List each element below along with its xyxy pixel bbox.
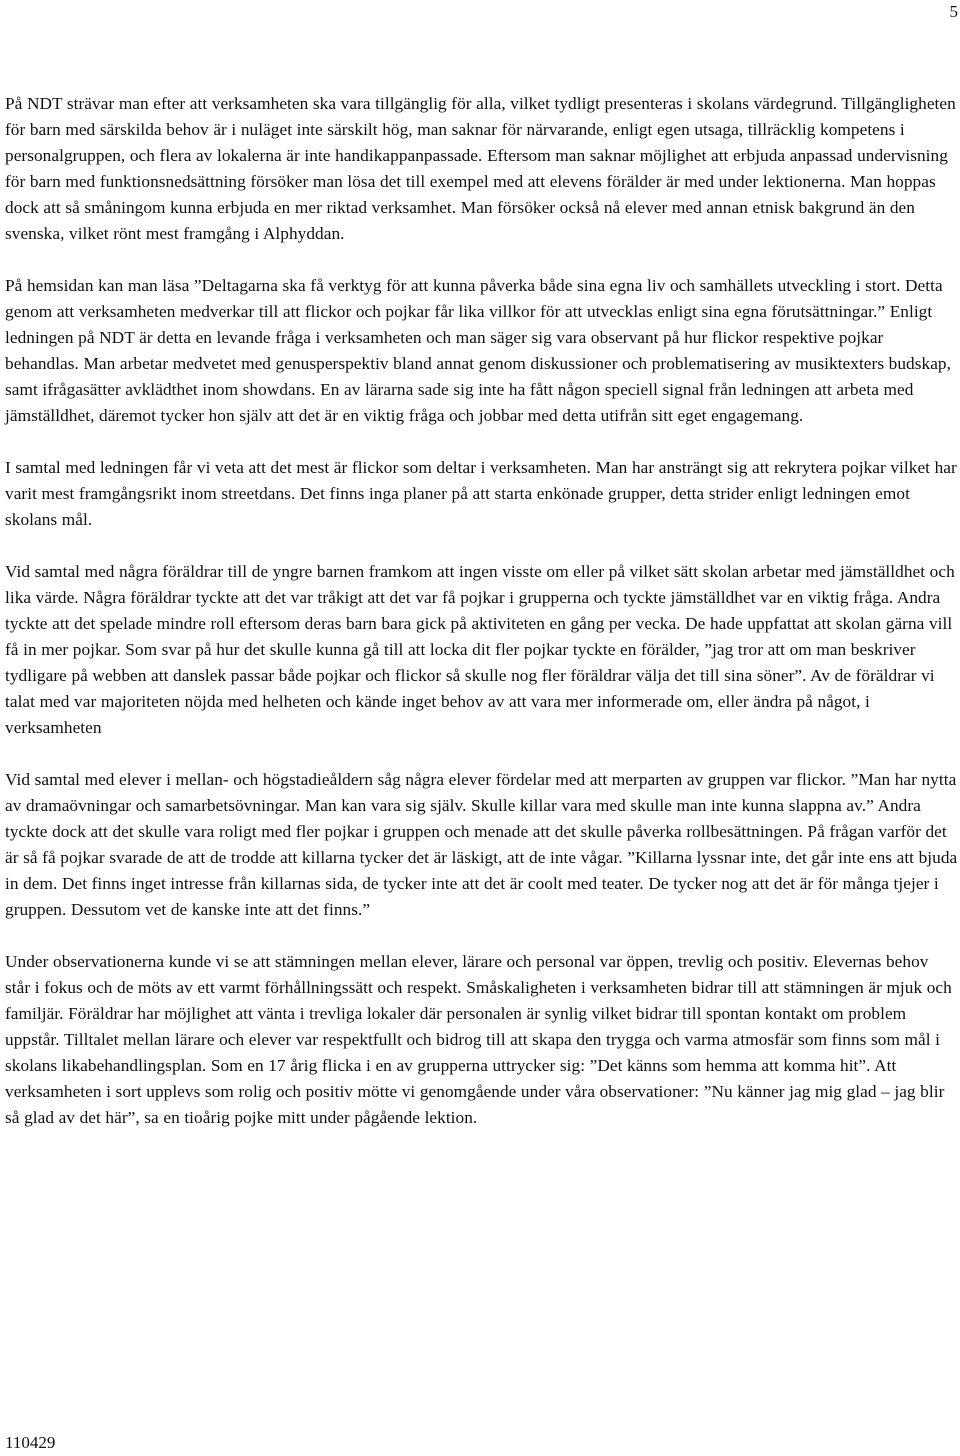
paragraph-accessibility bbox=[5, 91, 958, 247]
page-number: 5 bbox=[949, 2, 958, 21]
sentence: Vid samtal med några föräldrar till de yngre barnen framkom att ingen visste om eller på vilket sätt skolan arbetar med jämställdhet och lika värde. bbox=[5, 562, 955, 607]
sentence: På hemsidan kan man läsa ”Deltagarna ska få verktyg för att kunna påverka både sina egna liv och samhällets utveckling i stort. bbox=[5, 276, 906, 295]
sentence: ”Killarna lyssnar inte, det går inte ens att bjuda in dem. Det finns inget intresse från killarnas sida, de tycker inte att det är coolt med teater. De tycker nog att det är för många tjejer i gruppen. Dessutom vet de kanske inte att det finns.” bbox=[5, 848, 958, 919]
sentence: I samtal med ledningen får vi veta att det mest är flickor som deltar i verksamheten. bbox=[5, 458, 596, 477]
sentence: Som svar på hur det skulle kunna gå till att locka dit fler pojkar tyckte en förälder, ”jag tror att om man beskriver tydligare på webben att danslek passar både pojkar och flickor så skulle nog fler föräldrar välja det till sina söner”. bbox=[5, 640, 916, 685]
sentence: Andra tyckte dock att det skulle vara roligt med fler pojkar i gruppen och menade att det skulle påverka rollbesättningen. bbox=[5, 796, 921, 841]
sentence: På frågan varför det är så få pojkar svarade de att de trodde att killarna tycker det är läskigt, att de inte vågar. bbox=[5, 822, 947, 867]
sentence: Småskaligheten i verksamheten bidrar till att stämningen är mjuk och familjär. bbox=[5, 978, 952, 1023]
document-body bbox=[5, 91, 958, 1157]
sentence: En av lärarna sade sig inte ha fått någon speciell signal från ledningen att arbeta med jämställdhet, däremot tycker hon själv att det är en viktig fråga och jobbar med detta utifrån sitt eget engagemang. bbox=[5, 380, 914, 425]
sentence: De hade uppfattat att skolan gärna vill få in mer pojkar. bbox=[5, 614, 953, 659]
sentence: Man hoppas dock att så småningom kunna erbjuda en mer riktad verksamhet. bbox=[5, 172, 936, 217]
sentence: Tilltalet mellan lärare och elever var respektfullt och bidrog till att skapa den trygga och varma atmosfär som finns som mål i skolans likabehandlingsplan. bbox=[5, 1030, 941, 1075]
sentence: Det finns inga planer på att starta enkönade grupper, detta strider enligt ledningen emot skolans mål. bbox=[5, 484, 910, 529]
sentence: Tillgängligheten för barn med särskilda behov är i nuläget inte särskilt hög, man saknar för närvarande, enligt egen utsaga, tillräcklig kompetens i personalgruppen, och flera av lokalerna är inte handikappanpassade. bbox=[5, 94, 956, 165]
sentence: Att verksamheten i sort upplevs som rolig och positiv mötte vi genomgående under våra observationer: ”Nu känner jag mig glad – jag blir så glad av det här”, sa en tioårig pojke mitt under pågående lektion. bbox=[5, 1056, 945, 1127]
sentence: Under observationerna kunde vi se att stämningen mellan elever, lärare och personal var öppen, trevlig och positiv. bbox=[5, 952, 813, 971]
sentence: Som en 17 årig flicka i en av grupperna uttrycker sig: ”Det känns som hemma att komma hit”. bbox=[210, 1056, 875, 1075]
sentence: Vid samtal med elever i mellan- och högstadieåldern såg några elever fördelar med att merparten av gruppen var flickor. bbox=[5, 770, 851, 789]
sentence: På NDT strävar man efter att verksamheten ska vara tillgänglig för alla, vilket tydligt presenteras i skolans värdegrund. bbox=[5, 94, 842, 113]
sentence: Man har ansträngt sig att rekrytera pojkar vilket har varit mest framgångsrikt inom streetdans. bbox=[5, 458, 957, 503]
sentence: Elevernas behov står i fokus och de möts av ett varmt förhållningssätt och respekt. bbox=[5, 952, 929, 997]
sentence: Andra tyckte att det spelade mindre roll eftersom deras barn bara gick på aktiviteten en gång per vecka. bbox=[5, 588, 941, 633]
paragraph-parents-talk bbox=[5, 559, 958, 741]
paragraph-gender-equality bbox=[5, 273, 958, 429]
sentence: Man försöker också nå elever med annan etnisk bakgrund än den svenska, vilket rönt mest framgång i Alphyddan. bbox=[5, 198, 915, 243]
sentence: Av de föräldrar vi talat med var majoriteten nöjda med helheten och kände inget behov av att vara mer informerade om, eller ändra på något, i verksamheten bbox=[5, 666, 935, 737]
sentence: Föräldrar har möjlighet att vänta i trevliga lokaler där personalen är synlig vilket bidrar till spontan kontakt om problem uppstår. bbox=[5, 1004, 907, 1049]
sentence: Man arbetar medvetet med genusperspektiv bland annat genom diskussioner och problematisering av musiktexters budskap, samt ifrågasätter avklädthet inom showdans. bbox=[5, 354, 951, 399]
paragraph-management-talk bbox=[5, 455, 958, 533]
footer-date-code: 110429 bbox=[5, 1433, 56, 1452]
sentence: Detta genom att verksamheten medverkar till att flickor och pojkar får lika villkor för att utvecklas enligt sina egna förutsättningar.” bbox=[5, 276, 943, 321]
paragraph-students-talk bbox=[5, 767, 958, 923]
sentence: ”Man har nytta av dramaövningar och samarbetsövningar. Man kan vara sig själv. Skulle killar vara med skulle man inte kunna slappna av.” bbox=[5, 770, 957, 815]
paragraph-observations bbox=[5, 949, 958, 1131]
sentence: Eftersom man saknar möjlighet att erbjuda anpassad undervisning för barn med funktionsnedsättning försöker man lösa det till exempel med att elevens förälder är med under lektionerna. bbox=[5, 146, 948, 191]
sentence: Några föräldrar tyckte att det var tråkigt att det var få pojkar i grupperna och tyckte jämställdhet var en viktig fråga. bbox=[83, 588, 897, 607]
sentence: Enligt ledningen på NDT är detta en levande fråga i verksamheten och man säger sig vara observant på hur flickor respektive pojkar behandlas. bbox=[5, 302, 933, 373]
